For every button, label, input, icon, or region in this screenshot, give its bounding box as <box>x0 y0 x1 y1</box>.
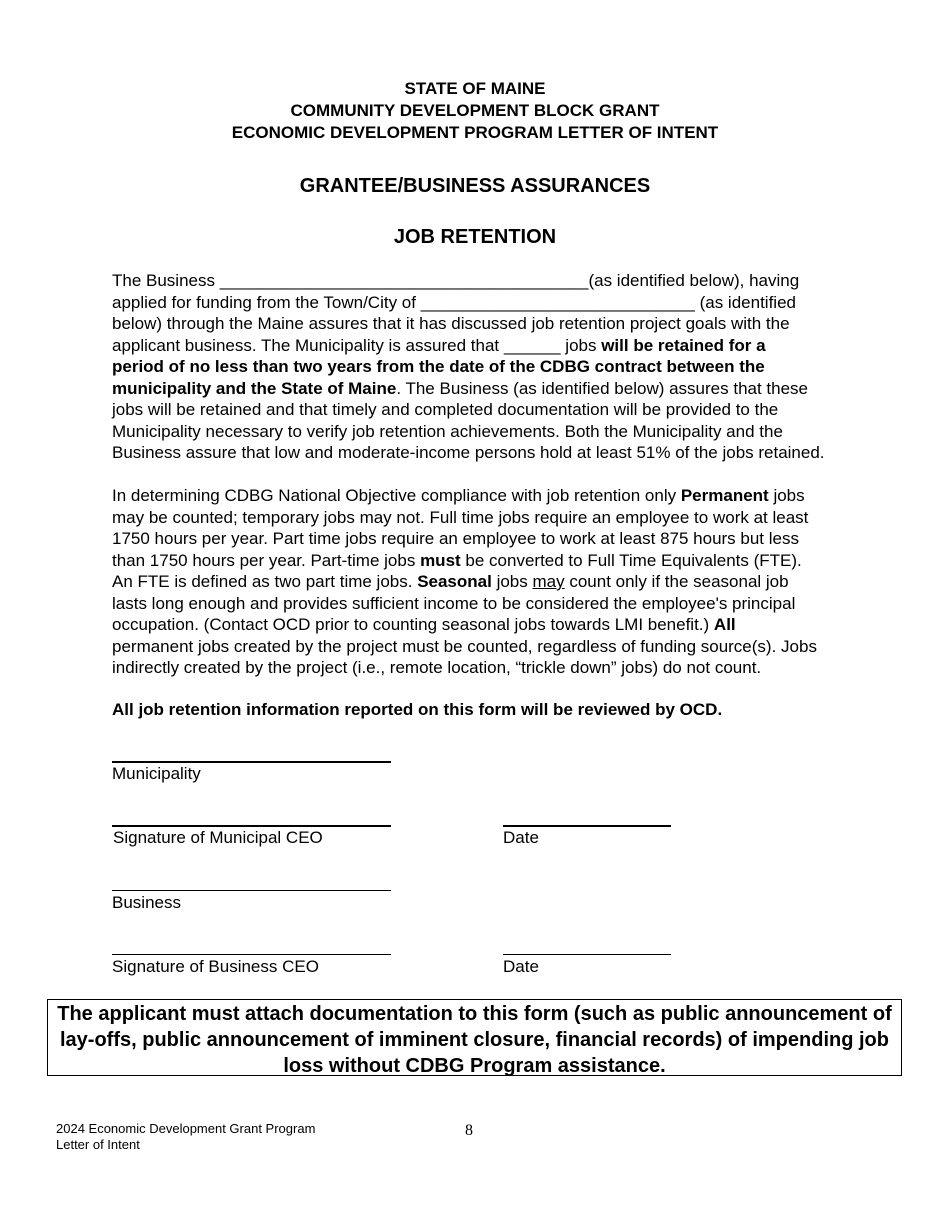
text-run: must <box>420 550 461 570</box>
documentation-notice-box: The applicant must attach documentation to this form (such as public announcement of lay-offs, public announcement of imminent closure, financial records) of impending job loss without CDBG Program assistance. <box>47 999 902 1076</box>
text-run: count only if the seasonal job lasts long enough and provides sufficient income to be considered the employee's principal occupation. (Contact OCD prior to counting seasonal jobs towards LMI benefit.) <box>112 572 796 634</box>
business-label: Business <box>112 893 181 912</box>
text-run: Permanent <box>680 486 769 505</box>
text-run: Seasonal <box>417 572 492 591</box>
document-header <box>0 78 950 144</box>
text-run: jobs may be counted; temporary jobs may not. Full time jobs require an employee to work at least 1750 hours per year. Part time jobs require an employee to work at least 875 hours but less than 1750 hours per year. Part-time jobs <box>112 486 809 570</box>
footer-program: 2024 Economic Development Grant Program <box>56 1121 316 1136</box>
text-run: jobs <box>491 572 533 591</box>
municipal-ceo-label: Signature of Municipal CEO <box>113 828 323 847</box>
text-run: The Business _______________________________________(as identified below), having applied for funding from the Town/City of _____________________________ (as identified below) through the Maine assures that it has discussed job retention project goals with the applicant business. The Municipality is assured that ______ jobs <box>112 271 800 355</box>
header-grant: COMMUNITY DEVELOPMENT BLOCK GRANT <box>290 101 660 120</box>
business-ceo-signature-line[interactable] <box>112 954 391 955</box>
business-ceo-label: Signature of Business CEO <box>112 957 319 976</box>
header-state: STATE OF MAINE <box>404 79 546 98</box>
text-run: may <box>532 572 565 591</box>
page-number: 8 <box>465 1122 473 1139</box>
text-run: permanent jobs created by the project must be counted, regardless of funding source(s). Jobs indirectly created by the project (i.e., remote location, “trickle down” jobs) do not count. <box>112 636 817 677</box>
business-date-line[interactable] <box>503 954 671 955</box>
municipal-date-line[interactable] <box>503 825 671 827</box>
text-run: will be retained for a period of no less than two years from the date of the CDBG contract between the municipality and the State of Maine <box>112 335 766 398</box>
header-program: ECONOMIC DEVELOPMENT PROGRAM LETTER OF INTENT <box>231 123 719 142</box>
subsection-title: JOB RETENTION <box>393 226 557 248</box>
municipal-ceo-signature-line[interactable] <box>112 825 391 827</box>
footer <box>56 1121 315 1153</box>
municipality-label: Municipality <box>112 764 201 783</box>
text-run: In determining CDBG National Objective compliance with job retention only <box>112 486 681 505</box>
paragraph-national-objective <box>112 485 902 679</box>
text-run: be converted to Full Time Equivalents (FTE). An FTE is defined as two part time jobs. <box>112 550 802 591</box>
business-date-label: Date <box>503 957 539 976</box>
text-run: . The Business (as identified below) assures that these jobs will be retained and that timely and completed documentation will be provided to the Municipality necessary to verify job retention achievements. Both the Municipality and the Business assure that low and moderate-income persons hold at least 51% of the jobs retained. <box>112 378 825 462</box>
footer-letter: Letter of Intent <box>56 1137 140 1152</box>
municipal-date-label: Date <box>503 828 539 847</box>
review-note: All job retention information reported on this form will be reviewed by OCD. <box>112 700 723 719</box>
municipality-signature-line[interactable] <box>112 761 391 763</box>
text-run: All <box>713 615 736 634</box>
business-signature-line[interactable] <box>112 890 391 891</box>
section-title: GRANTEE/BUSINESS ASSURANCES <box>299 175 651 197</box>
paragraph-retention-assurance <box>112 270 902 464</box>
